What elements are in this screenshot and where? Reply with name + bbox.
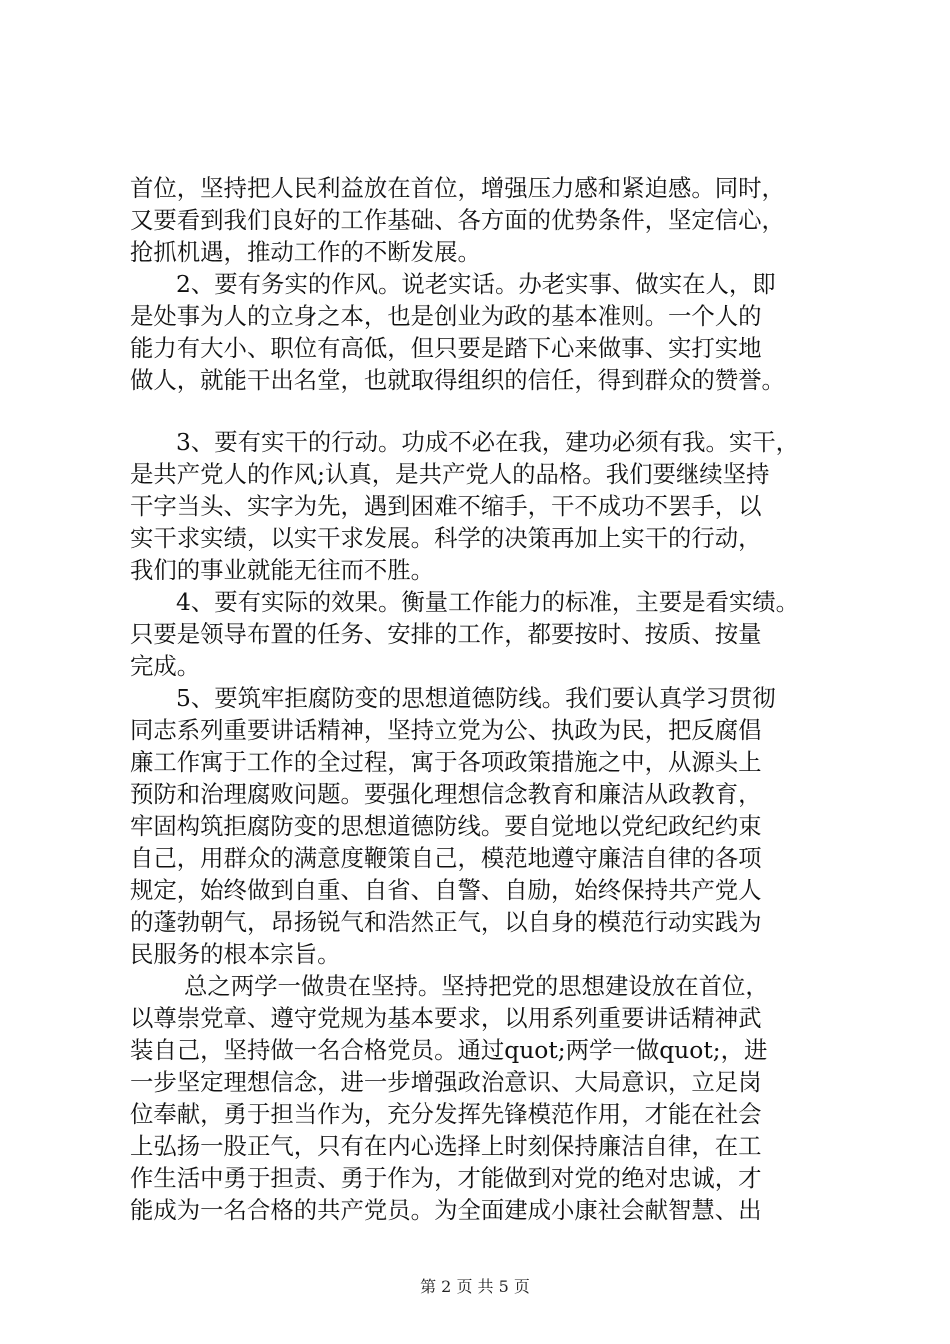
text-line: 完成。	[130, 652, 201, 680]
text-line: 是共产党人的作风;认真，是共产党人的品格。我们要继续坚持	[130, 460, 770, 488]
text-line: 预防和治理腐败问题。要强化理想信念教育和廉洁从政教育，	[130, 780, 762, 808]
text-line: 的蓬勃朝气，昂扬锐气和浩然正气，以自身的模范行动实践为	[130, 908, 762, 936]
text-line: 首位，坚持把人民利益放在首位，增强压力感和紧迫感。同时，	[130, 174, 785, 202]
text-line: 干字当头、实字为先，遇到困难不缩手，干不成功不罢手，以	[130, 492, 762, 520]
text-line: 廉工作寓于工作的全过程，寓于各项政策措施之中，从源头上	[130, 748, 762, 776]
paragraph-start-line: 4、要有实际的效果。衡量工作能力的标准，主要是看实绩。	[176, 588, 800, 616]
paragraph-start-line: 总之两学一做贵在坚持。坚持把党的思想建设放在首位，	[184, 972, 769, 1000]
text-line: 同志系列重要讲话精神，坚持立党为公、执政为民，把反腐倡	[130, 716, 762, 744]
paragraph-start-line: 3、要有实干的行动。功成不必在我，建功必须有我。实干，	[176, 428, 800, 456]
text-line: 作生活中勇于担责、勇于作为，才能做到对党的绝对忠诚，才	[130, 1164, 762, 1192]
text-line: 只要是领导布置的任务、安排的工作，都要按时、按质、按量	[130, 620, 762, 648]
paragraph-start-line: 5、要筑牢拒腐防变的思想道德防线。我们要认真学习贯彻	[176, 684, 776, 712]
text-line: 牢固构筑拒腐防变的思想道德防线。要自觉地以党纪政纪约束	[130, 812, 762, 840]
page-number-footer: 第 2 页 共 5 页	[420, 1277, 530, 1296]
text-line: 民服务的根本宗旨。	[130, 940, 341, 968]
text-line: 我们的事业就能无往而不胜。	[130, 556, 435, 584]
text-line: 以尊崇党章、遵守党规为基本要求，以用系列重要讲话精神武	[130, 1004, 762, 1032]
text-line: 位奉献，勇于担当作为，充分发挥先锋模范作用，才能在社会	[130, 1100, 762, 1128]
paragraph-start-line: 2、要有务实的作风。说老实话。办老实事、做实在人，即	[176, 270, 776, 298]
text-line: 上弘扬一股正气，只有在内心选择上时刻保持廉洁自律，在工	[130, 1132, 762, 1160]
text-line: 装自己，坚持做一名合格党员。通过quot;两学一做quot;，进	[130, 1036, 768, 1064]
text-line: 抢抓机遇，推动工作的不断发展。	[130, 238, 481, 266]
text-line: 能力有大小、职位有高低，但只要是踏下心来做事、实打实地	[130, 334, 762, 362]
text-line: 是处事为人的立身之本，也是创业为政的基本准则。一个人的	[130, 302, 762, 330]
text-line: 做人，就能干出名堂，也就取得组织的信任，得到群众的赞誉。	[130, 366, 785, 394]
text-line: 能成为一名合格的共产党员。为全面建成小康社会献智慧、出	[130, 1196, 762, 1224]
text-line: 自己，用群众的满意度鞭策自己，模范地遵守廉洁自律的各项	[130, 844, 762, 872]
text-line: 实干求实绩，以实干求发展。科学的决策再加上实干的行动，	[130, 524, 762, 552]
document-body	[130, 172, 840, 1226]
text-line: 又要看到我们良好的工作基础、各方面的优势条件，坚定信心，	[130, 206, 785, 234]
text-line: 规定，始终做到自重、自省、自警、自励，始终保持共产党人	[130, 876, 762, 904]
paragraph-gap	[130, 396, 840, 426]
text-line: 一步坚定理想信念，进一步增强政治意识、大局意识，立足岗	[130, 1068, 762, 1096]
